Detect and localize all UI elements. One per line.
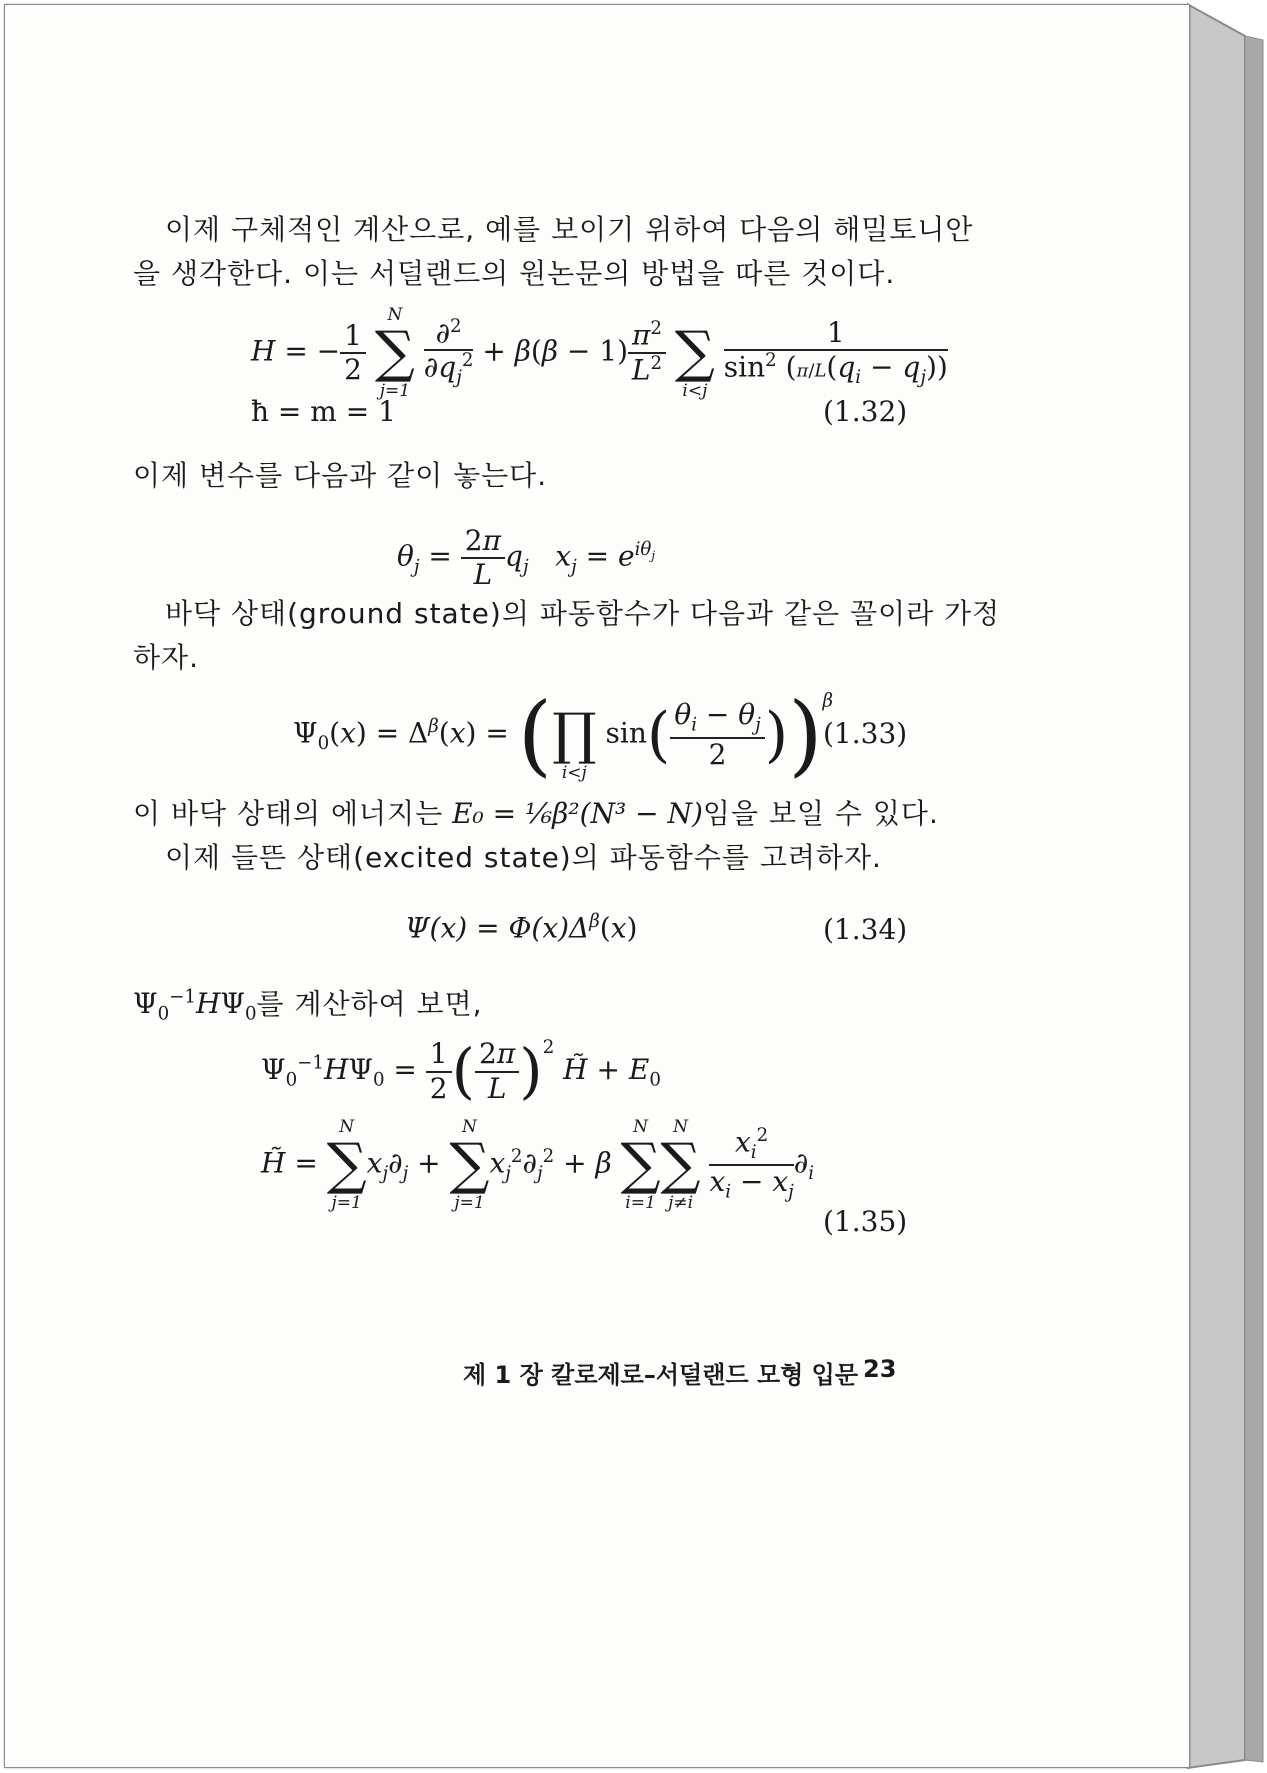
equation-label-1-33: (1.33) xyxy=(823,717,908,750)
paragraph-3-line-1: 바닥 상태(ground state)의 파동함수가 다음과 같은 꼴이라 가정 xyxy=(165,597,1001,630)
hbar-line: ħ = m = 1 xyxy=(251,395,396,428)
paragraph-2: 이제 변수를 다음과 같이 놓는다. xyxy=(133,459,548,492)
equation-1-35-line-1: $\Psi_0^{-1}H\Psi_0$ = $\frac{1}{2}$ ( $\frac{2\pi}{L}$ )$^2$ H̃ + $E_0$ xyxy=(261,1036,661,1107)
equation-label-1-32: (1.32) xyxy=(823,395,908,428)
book-spine xyxy=(1187,0,1267,1773)
paragraph-1-line-2: 을 생각한다. 이는 서덜랜드의 원논문의 방법을 따른 것이다. xyxy=(133,257,896,290)
paragraph-4-prefix: 이 바닥 상태의 에너지는 xyxy=(133,797,444,830)
variable-definition: $\theta_j$ = $\frac{2\pi}{L}$ $q_j$ $x_j = e^{i\theta_j}$ xyxy=(397,524,656,592)
paragraph-6-suffix: 를 계산하여 보면, xyxy=(256,987,483,1021)
paragraph-6: $\Psi_0^{-1}H\Psi_0$를 계산하여 보면, xyxy=(133,987,483,1025)
equation-1-34-body: Ψ(x) = Φ(x)Δ xyxy=(405,911,590,945)
equation-label-1-35: (1.35) xyxy=(823,1205,908,1238)
equation-label-1-34: (1.34) xyxy=(823,913,908,946)
chapter-footer: 제 1 장 칼로제로–서덜랜드 모형 입문 xyxy=(463,1361,859,1389)
page-number: 23 xyxy=(863,1355,897,1383)
equation-1-34: $\Psi(x) = \Phi(x)\Delta^\beta(x)$ xyxy=(405,911,638,945)
book-page xyxy=(4,4,1190,1768)
paragraph-4 xyxy=(133,797,939,831)
equation-1-33: $\Psi_0(x) = \Delta^\beta(x)$ = ( ∏ i<j sin( $\frac{\theta_i - \theta_j}{2}$ ))$^\beta$ xyxy=(293,683,834,786)
paragraph-5: 이제 들뜬 상태(excited state)의 파동함수를 고려하자. xyxy=(165,841,882,874)
equation-1-32: H = − $\frac{1}{2}$ N ∑ j=1 $\frac{\partial^2}{\partial q_j^2}$ + β(β − 1) $\frac{\pi^2}{L^2}$ ∑ i<j $\frac{1}{\sin^2 (\pi/L(q_i - q_j))}$ xyxy=(251,305,948,401)
ground-energy-expression: E₀ = ⅙β²(N³ − N) xyxy=(452,797,703,830)
equation-1-35-line-2: H̃ = N ∑ j=1 $x_j\partial_j$ + N ∑ j=1 $x_j^2\partial_j^2 + \beta$ N ∑ i=1 N ∑ j≠i $\frac{x_i^2}{x_i - x_j}$ $\partial_i$ xyxy=(261,1117,815,1213)
paragraph-3-line-2: 하자. xyxy=(133,641,199,674)
paragraph-1-line-1: 이제 구체적인 계산으로, 예를 보이기 위하여 다음의 해밀토니안 xyxy=(165,213,974,246)
paragraph-4-suffix: 임을 보일 수 있다. xyxy=(702,797,939,830)
